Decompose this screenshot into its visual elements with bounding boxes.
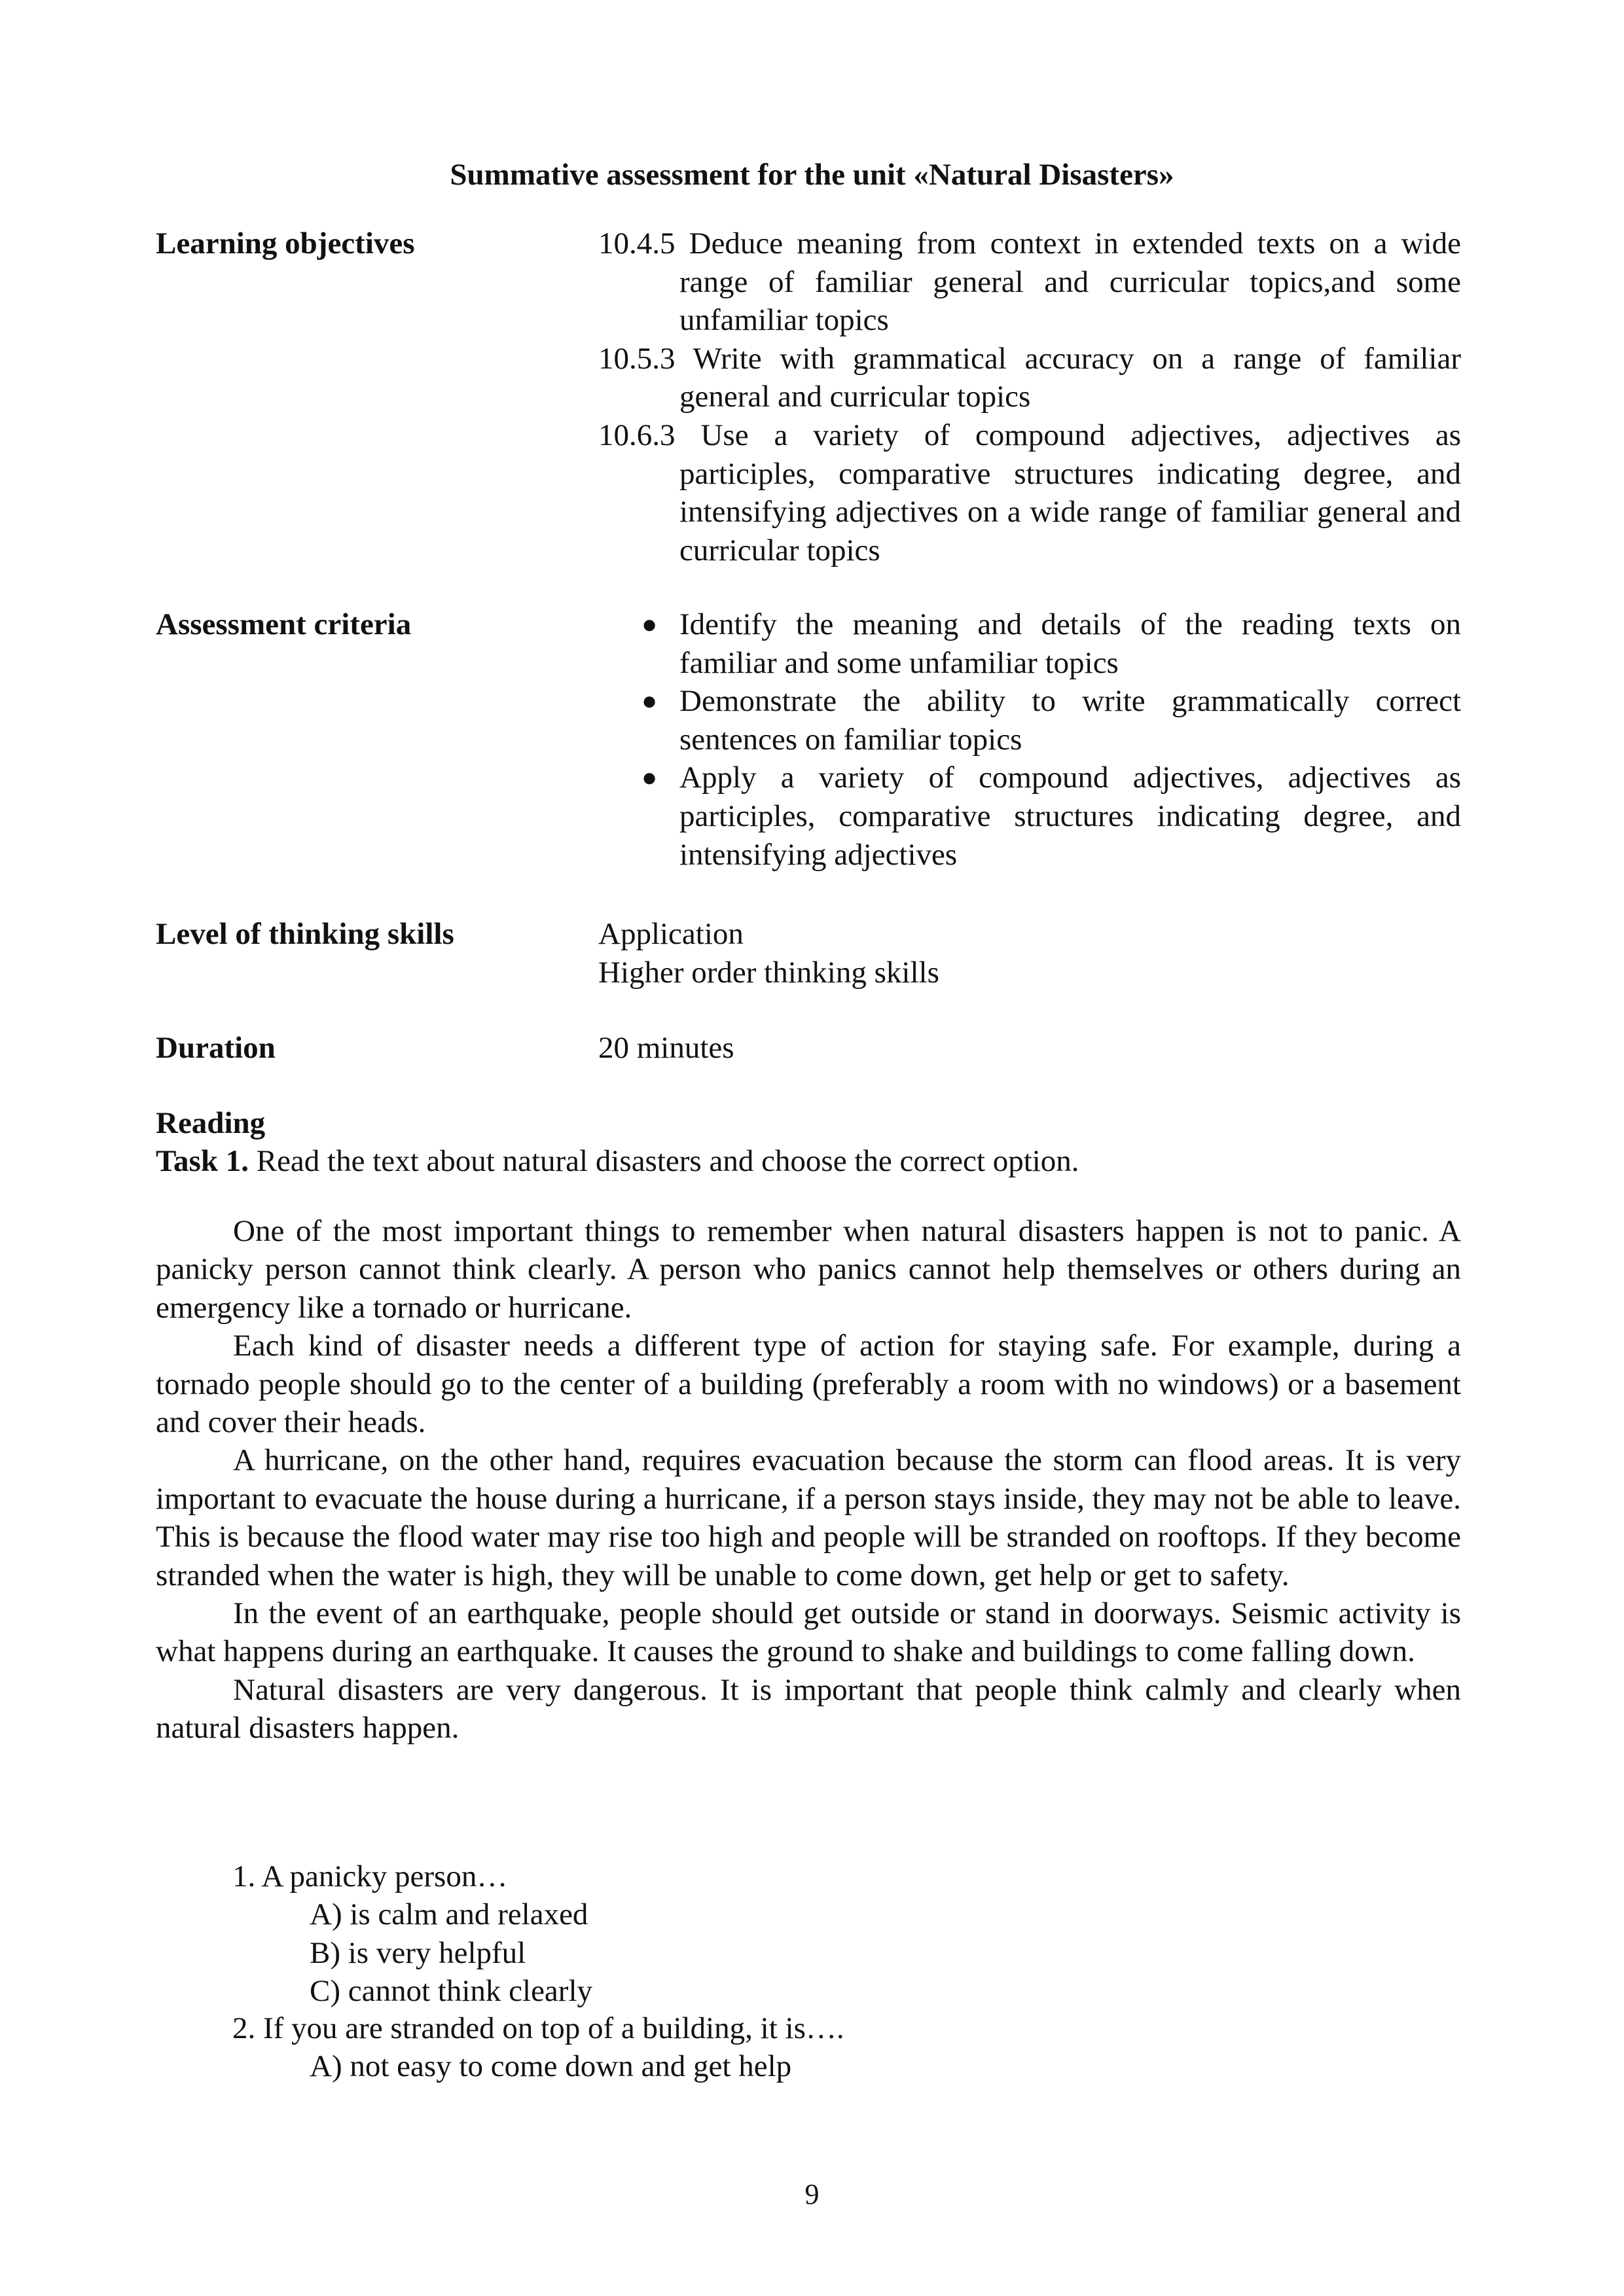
answer-option[interactable]: A) not easy to come down and get help [310,2049,792,2084]
reading-heading: Reading [156,1106,266,1140]
criteria-item [598,759,1461,874]
question-block [232,2009,844,2086]
page-number: 9 [804,2178,820,2210]
bullet-icon: ● [641,609,658,639]
reading-passage [156,1212,1461,1748]
document-title: Summative assessment for the unit «Natural Disasters» [450,158,1174,192]
answer-option[interactable]: A) is calm and relaxed [310,1897,588,1932]
passage-paragraph: In the event of an earthquake, people should get outside or stand in doorways. Seismic activity is what happens during an earthquake. It causes the ground to shake and buildings to come falling down. [156,1596,1461,1669]
thinking-skills-values [598,915,1461,992]
assessment-criteria-label: Assessment criteria [156,607,412,641]
duration-text: 20 minutes [598,1031,734,1065]
criteria-text: Demonstrate the ability to write grammatically correct sentences on familiar topics [679,684,1461,757]
passage-paragraph: Natural disasters are very dangerous. It is important that people think calmly and clearly when natural disasters happen. [156,1672,1461,1746]
task-instruction [156,1142,1079,1180]
assessment-criteria-list [598,605,1461,874]
bullet-icon: ● [641,686,658,716]
thinking-skill-line: Higher order thinking skills [598,955,939,990]
duration-value [598,1029,1461,1067]
answer-option[interactable]: B) is very helpful [310,1935,526,1970]
question-stem: 2. If you are stranded on top of a building, it is…. [232,2011,844,2045]
objective-item: 10.6.3 Use a variety of compound adjectives, adjectives as participles, comparative structures indicating degree, and intensifying adjectives on a wide range of familiar general and curricular topics [598,418,1461,567]
criteria-text: Identify the meaning and details of the reading texts on familiar and some unfamiliar topics [679,607,1461,680]
passage-paragraph: A hurricane, on the other hand, requires evacuation because the storm can flood areas. It is very important to evacuate the house during a hurricane, if a person stays inside, they may not be able to leave. This is because the flood water may rise too high and people will be stranded on rooftops. If they become stranded when the water is high, they will be unable to come down, get help or get to safety. [156,1443,1461,1592]
passage-paragraph: Each kind of disaster needs a different type of action for staying safe. For example, during a tornado people should go to the center of a building (preferably a room with no windows) or a basement and cover their heads. [156,1329,1461,1440]
criteria-text: Apply a variety of compound adjectives, adjectives as participles, comparative structures indicating degree, and intensifying adjectives [679,761,1461,872]
objective-item: 10.5.3 Write with grammatical accuracy on a range of familiar general and curricular topics [598,341,1461,414]
objective-item: 10.4.5 Deduce meaning from context in extended texts on a wide range of familiar general and curricular topics,and some unfamiliar topics [598,226,1461,338]
question-stem: 1. A panicky person… [232,1859,508,1893]
task-text: Read the text about natural disasters and choose the correct option. [248,1144,1079,1178]
duration-label: Duration [156,1031,276,1065]
answer-option[interactable]: C) cannot think clearly [310,1974,592,2009]
learning-objectives-label: Learning objectives [156,226,415,260]
thinking-skills-label: Level of thinking skills [156,917,454,951]
bullet-icon: ● [641,762,658,793]
learning-objectives-list [598,224,1461,569]
task-label: Task 1. [156,1144,249,1178]
criteria-item [598,605,1461,682]
thinking-skill-line: Application [598,917,744,951]
question-block [232,1857,592,2011]
criteria-item [598,682,1461,759]
passage-paragraph: One of the most important things to remember when natural disasters happen is not to panic. A panicky person cannot think clearly. A person who panics cannot help themselves or others during an emergency like a tornado or hurricane. [156,1214,1461,1325]
